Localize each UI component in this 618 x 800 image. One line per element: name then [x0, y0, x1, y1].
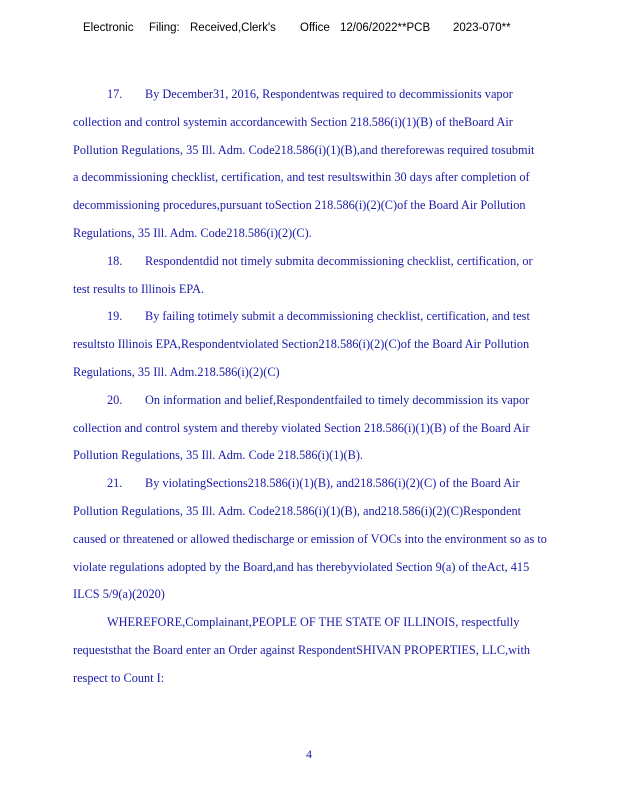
paragraph-line: Pollution Regulations, 35 Ill. Adm. Code218.586(i)(1)(B),and thereforewas required tosubmit: [73, 142, 535, 157]
paragraph-line: test results to Illinois EPA.: [73, 281, 205, 296]
paragraph-line: By violatingSections218.586(i)(1)(B), and218.586(i)(2)(C) of the Board Air: [145, 476, 520, 491]
paragraph-line: violate regulations adopted by the Board,and has therebyviolated Section 9(a) of theAct, 415: [73, 559, 530, 574]
header-received: Received,Clerk's: [190, 22, 276, 34]
filing-stamp-header: [83, 22, 583, 36]
paragraph-line: Pollution Regulations, 35 Ill. Adm. Code218.586(i)(1)(B), and218.586(i)(2)(C)Respondent: [73, 503, 522, 518]
paragraph-line: respect to Count I:: [73, 670, 165, 685]
paragraph-line: a decommissioning checklist, certification, and test resultswithin 30 days after completion of: [73, 170, 530, 185]
header-office: Office: [300, 22, 330, 34]
paragraph-line: resultsto Illinois EPA,Respondentviolated Section218.586(i)(2)(C)of the Board Air Pollution: [73, 337, 530, 352]
paragraph-line: By failing totimely submit a decommissioning checklist, certification, and test: [145, 309, 530, 324]
paragraph-line: collection and control systemin accordancewith Section 218.586(i)(1)(B) of theBoard Air: [73, 114, 513, 129]
paragraph-line: By December31, 2016, Respondentwas required to decommissionits vapor: [145, 87, 513, 101]
paragraph-number: 20.: [107, 392, 123, 407]
paragraph-20: [73, 393, 583, 476]
paragraph-line: ILCS 5/9(a)(2020): [73, 587, 165, 602]
paragraph-number: 19.: [107, 309, 123, 324]
paragraph-number: 18.: [107, 253, 123, 268]
paragraph-line: collection and control system and thereby violated Section 218.586(i)(1)(B) of the Board Air: [73, 420, 530, 435]
paragraph-line: Regulations, 35 Ill. Adm. Code218.586(i)(2)(C).: [73, 225, 312, 240]
wherefore-clause: [73, 615, 583, 698]
paragraph-line: Pollution Regulations, 35 Ill. Adm. Code 218.586(i)(1)(B).: [73, 448, 363, 463]
document-body: [73, 87, 583, 699]
paragraph-line: Respondentdid not timely submita decommissioning checklist, certification, or: [145, 253, 533, 268]
paragraph-line: On information and belief,Respondentfailed to timely decommission its vapor: [145, 392, 530, 407]
header-electronic: Electronic: [83, 22, 134, 34]
paragraph-18: [73, 254, 583, 310]
paragraph-17: [73, 87, 583, 254]
header-filing: Filing:: [149, 22, 180, 34]
paragraph-line: requeststhat the Board enter an Order against RespondentSHIVAN PROPERTIES, LLC,with: [73, 642, 531, 657]
paragraph-line: WHEREFORE,Complainant,PEOPLE OF THE STATE OF ILLINOIS, respectfully: [107, 615, 520, 630]
paragraph-21: [73, 476, 583, 615]
paragraph-line: caused or threatened or allowed thedischarge or emission of VOCs into the environment so as to: [73, 531, 547, 546]
paragraph-line: decommissioning procedures,pursuant toSection 218.586(i)(2)(C)of the Board Air Pollution: [73, 198, 526, 213]
paragraph-number: 21.: [107, 476, 123, 491]
page-number: 4: [306, 747, 312, 761]
paragraph-line: Regulations, 35 Ill. Adm.218.586(i)(2)(C): [73, 364, 280, 379]
header-docket: 2023-070**: [453, 22, 511, 34]
paragraph-19: [73, 309, 583, 392]
paragraph-number: 17.: [107, 87, 123, 101]
header-date: 12/06/2022**PCB: [340, 22, 431, 34]
